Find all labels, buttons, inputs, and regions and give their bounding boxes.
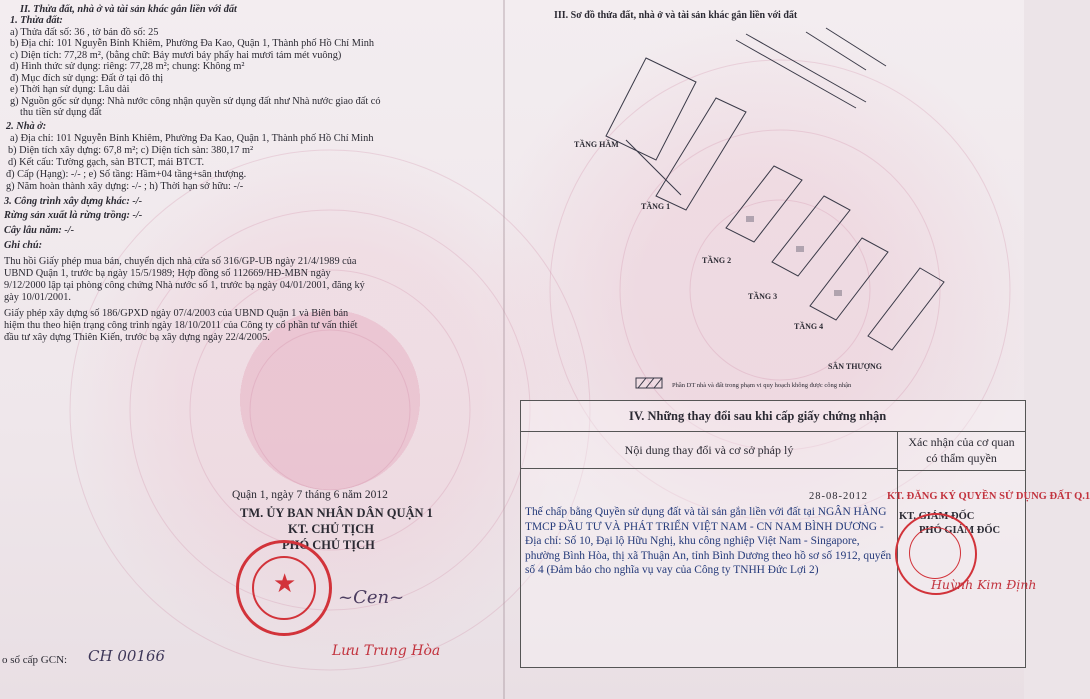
- authority-1: TM. ỦY BAN NHÂN DÂN QUẬN 1: [240, 506, 433, 520]
- office-signer: Huỳnh Kim Định: [931, 577, 1037, 592]
- floor-label: TẦNG 1: [641, 202, 671, 211]
- office-line-2: KT. GIÁM ĐỐC: [899, 511, 975, 522]
- col-confirm-header-line2: có thẩm quyền: [926, 451, 997, 465]
- note-line: UBND Quận 1, trước bạ ngày 15/5/1989; Hợp đồng số 112669/HĐ-MBN ngày: [4, 268, 331, 279]
- left-page: [0, 0, 505, 699]
- parcel-line: a) Thửa đất số: 36 , tờ bản đồ số: 25: [10, 27, 159, 38]
- section3-title: III. Sơ đồ thửa đất, nhà ở và tài sản khác gắn liền với đất: [554, 10, 798, 21]
- authority-3: PHÓ CHỦ TỊCH: [282, 538, 375, 552]
- house-grade: đ) Cấp (Hạng): -/- ; e) Số tầng: Hầm+04 tầng+sân thượng.: [6, 169, 247, 180]
- floor-label: SÂN THƯỢNG: [828, 362, 883, 371]
- note-line: hiệm thu theo hiện trạng công trình ngày 18/10/2011 của Công ty cổ phần tư vấn thiết: [4, 320, 358, 331]
- right-page: [506, 0, 1090, 699]
- gcn-number: CH 00166: [88, 647, 166, 665]
- forest-line: Rừng sản xuất là rừng trồng: -/-: [4, 210, 143, 221]
- changes-table-header: [521, 401, 1025, 432]
- signature-scribble: ~Cen~: [338, 587, 405, 608]
- other-works: 3. Công trình xây dựng khác: -/-: [4, 196, 143, 207]
- house-address: a) Địa chỉ: 101 Nguyễn Bỉnh Khiêm, Phường Đa Kao, Quận 1, Thành phố Hồ Chí Minh: [10, 133, 374, 144]
- note-line: đầu tư xây dựng Thiên Kiến, trước bạ xây dựng ngày 22/4/2005.: [4, 332, 270, 343]
- signer-name: Lưu Trung Hòa: [332, 643, 441, 659]
- office-line-3: PHÓ GIÁM ĐỐC: [919, 525, 1001, 536]
- term-line: e) Thời hạn sử dụng: Lâu dài: [10, 84, 130, 95]
- authority-2: KT. CHỦ TỊCH: [288, 522, 375, 536]
- floor-label: TẦNG 3: [748, 292, 778, 301]
- house-title: 2. Nhà ở:: [6, 121, 47, 132]
- house-area: b) Diện tích xây dựng: 67,8 m²; c) Diện tích sàn: 380,17 m²: [8, 145, 254, 156]
- house-structure: d) Kết cấu: Tường gạch, sàn BTCT, mái BTCT.: [8, 157, 205, 168]
- house-year: g) Năm hoàn thành xây dựng: -/- ; h) Thời hạn sở hữu: -/-: [6, 181, 244, 192]
- section4-title: IV. Những thay đổi sau khi cấp giấy chứng nhận: [629, 409, 887, 423]
- origin-line: g) Nguồn gốc sử dụng: Nhà nước công nhận quyền sử dụng đất như Nhà nước giao đất có: [10, 96, 381, 107]
- change-date: 28-08-2012: [809, 491, 868, 502]
- note-line: Giấy phép xây dựng số 186/GPXD ngày 07/4/2003 của UBND Quận 1 và Biên bản: [4, 308, 349, 319]
- section2-title: II. Thửa đất, nhà ở và tài sản khác gắn liền với đất: [20, 4, 237, 15]
- address-line: b) Địa chỉ: 101 Nguyễn Bỉnh Khiêm, Phường Đa Kao, Quận 1, Thành phố Hồ Chí Minh: [10, 38, 375, 49]
- legend-note: Phần DT nhà và đất trong phạm vi quy hoạch không được công nhận: [672, 382, 852, 389]
- change-text: Thế chấp bằng Quyền sử dụng đất và tài sản gắn liền với đất tại NGÂN HÀNG TMCP ĐẦU TƯ VÀ PHÁT TRIỂN VIỆT NAM - CN NAM BÌNH DƯƠNG - Địa chỉ: Số 10, Đại lộ Hữu Nghị, khu công nghiệp Việt Nam - Singapore, phường Bình Hòa, thị xã Thuận An, tỉnh Bình Dương theo hồ sơ số 1912, quyển số 4 (Đảm bảo cho nghĩa vụ vay của Công ty TNHH Đức Lợi 2): [525, 506, 892, 577]
- col-confirm-header: [898, 432, 1025, 471]
- floor-label: TẦNG 2: [702, 256, 732, 265]
- note-line: 9/12/2000 lập tại phòng công chứng Nhà nước số 1, trước bạ ngày 04/01/2001, đăng ký: [4, 280, 365, 291]
- changes-table: [520, 400, 1090, 668]
- land-title: 1. Thửa đất:: [10, 15, 63, 26]
- note-line: gày 10/01/2001.: [4, 292, 71, 303]
- usage-form-line: d) Hình thức sử dụng: riêng: 77,28 m²; chung: Không m²: [10, 61, 245, 72]
- floor-plan-diagram: [506, 20, 1024, 400]
- issue-date: Quận 1, ngày 7 tháng 6 năm 2012: [232, 489, 388, 501]
- col-confirm-header-line1: Xác nhận của cơ quan: [908, 435, 1015, 449]
- people-committee-seal: ★: [236, 540, 332, 636]
- origin-line-2: thu tiền sử dụng đất: [20, 107, 102, 118]
- perennial-line: Cây lâu năm: -/-: [4, 225, 75, 236]
- col-content-header: Nội dung thay đổi và cơ sở pháp lý: [521, 432, 898, 469]
- purpose-line: đ) Mục đích sử dụng: Đất ở tại đô thị: [10, 73, 164, 84]
- floor-label: TẦNG 4: [794, 322, 824, 331]
- notes-title: Ghi chú:: [4, 240, 43, 251]
- area-line: c) Diện tích: 77,28 m², (bằng chữ: Bảy mươi bảy phẩy hai mươi tám mét vuông): [10, 50, 342, 61]
- note-line: Thu hồi Giấy phép mua bán, chuyển dịch nhà cửa số 316/GP-UB ngày 21/4/1989 của: [4, 256, 357, 267]
- floor-label: TẦNG HẦM: [574, 140, 619, 149]
- gcn-label: o sổ cấp GCN:: [2, 654, 68, 666]
- office-line-1: KT. ĐĂNG KÝ QUYỀN SỬ DỤNG ĐẤT Q.1: [887, 491, 1090, 502]
